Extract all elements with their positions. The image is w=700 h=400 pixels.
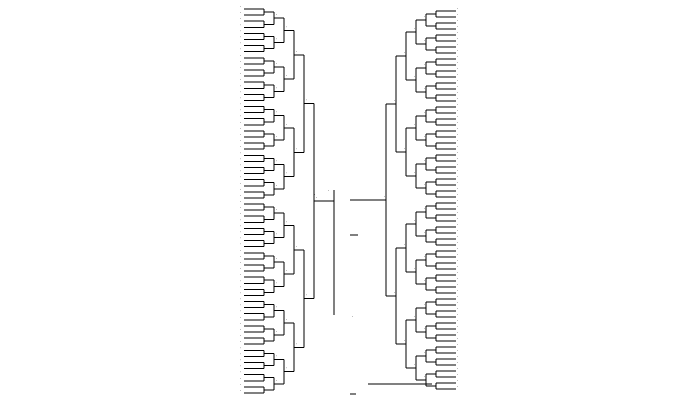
right-round-label: · — [414, 122, 416, 127]
left-leaf-label: · — [240, 339, 242, 345]
left-leaf-label: · — [240, 357, 242, 363]
right-leaf-label: · — [457, 138, 459, 143]
left-leaf-label: · — [240, 107, 242, 113]
right-round-label: · — [394, 290, 396, 295]
left-leaf-label: · — [240, 34, 242, 40]
right-leaf-label: · — [457, 324, 459, 329]
right-leaf-label: · — [457, 132, 459, 137]
left-leaf-label: · — [240, 211, 242, 217]
right-leaf-label: · — [457, 330, 459, 335]
right-leaf-label: · — [457, 222, 459, 227]
left-leaf-label: · — [240, 162, 242, 168]
left-round-label: · — [306, 97, 308, 103]
right-leaf-label: · — [457, 96, 459, 101]
left-round-label: · — [276, 109, 278, 115]
left-leaf-label: · — [240, 4, 242, 10]
right-leaf-label: · — [457, 60, 459, 65]
left-leaf-label: · — [240, 229, 242, 235]
right-leaf-label: · — [457, 198, 459, 203]
left-leaf-label: · — [240, 89, 242, 95]
left-leaf-label: · — [240, 119, 242, 125]
left-round-label: · — [276, 304, 278, 310]
left-leaf-label: · — [240, 278, 242, 284]
left-leaf-label: · — [240, 95, 242, 101]
left-leaf-label: · — [240, 363, 242, 369]
left-leaf-label: · — [240, 150, 242, 156]
left-leaf-label: · — [240, 217, 242, 223]
left-leaf-label: · — [240, 369, 242, 375]
left-leaf-label: · — [240, 241, 242, 247]
left-leaf-label: · — [240, 144, 242, 150]
left-leaf-label: · — [240, 253, 242, 259]
right-round-label: · — [414, 362, 416, 367]
right-round-label: · — [424, 374, 426, 379]
right-leaf-label: · — [457, 84, 459, 89]
right-leaf-label: · — [457, 312, 459, 317]
right-leaf-label: · — [457, 348, 459, 353]
left-round-label: · — [276, 231, 278, 237]
left-round-label: · — [286, 170, 288, 176]
center-label: · — [328, 188, 330, 193]
right-leaf-label: · — [457, 30, 459, 35]
left-leaf-label: · — [240, 284, 242, 290]
right-round-label: · — [424, 278, 426, 283]
right-round-label: · — [424, 110, 426, 115]
left-round-label: · — [296, 341, 298, 347]
right-leaf-label: · — [457, 318, 459, 323]
right-leaf-label: · — [457, 144, 459, 149]
right-leaf-label: · — [457, 42, 459, 47]
left-round-label: · — [276, 60, 278, 66]
left-leaf-label: · — [240, 320, 242, 326]
right-leaf-label: · — [457, 54, 459, 59]
right-leaf-label: · — [457, 126, 459, 131]
right-round-label: · — [424, 62, 426, 67]
right-round-label: · — [424, 182, 426, 187]
right-round-label: · — [414, 314, 416, 319]
right-round-label: · — [424, 326, 426, 331]
left-round-label: · — [316, 195, 318, 200]
right-leaf-label: · — [457, 150, 459, 155]
right-round-label: · — [414, 266, 416, 271]
right-leaf-label: · — [457, 120, 459, 125]
left-leaf-label: · — [240, 46, 242, 52]
left-leaf-label: · — [240, 125, 242, 131]
left-leaf-label: · — [240, 186, 242, 192]
right-round-label: · — [404, 50, 406, 55]
left-leaf-label: · — [240, 327, 242, 333]
right-leaf-label: · — [457, 162, 459, 167]
left-round-label: · — [286, 365, 288, 371]
left-leaf-label: · — [240, 223, 242, 229]
left-round-label: · — [276, 134, 278, 140]
right-round-label: · — [384, 194, 386, 199]
left-leaf-label: · — [240, 77, 242, 83]
right-round-label: · — [424, 206, 426, 211]
left-round-label: · — [276, 36, 278, 42]
left-leaf-label: · — [240, 333, 242, 339]
right-leaf-label: · — [457, 72, 459, 77]
right-leaf-label: · — [457, 186, 459, 191]
right-round-label: · — [424, 134, 426, 139]
right-leaf-label: · — [457, 294, 459, 299]
right-leaf-label: · — [457, 66, 459, 71]
right-leaf-label: · — [457, 180, 459, 185]
right-leaf-label: · — [457, 378, 459, 383]
right-round-label: · — [424, 230, 426, 235]
left-leaf-label: · — [240, 168, 242, 174]
left-leaf-label: · — [240, 132, 242, 138]
right-round-label: · — [414, 218, 416, 223]
right-round-label: · — [424, 350, 426, 355]
left-leaf-label: · — [240, 83, 242, 89]
right-leaf-label: · — [457, 174, 459, 179]
left-leaf-label: · — [240, 22, 242, 28]
left-leaf-label: · — [240, 308, 242, 314]
left-leaf-label: · — [240, 199, 242, 205]
left-leaf-label: · — [240, 71, 242, 77]
left-leaf-label: · — [240, 64, 242, 70]
left-leaf-label: · — [240, 10, 242, 16]
left-leaf-label: · — [240, 40, 242, 46]
right-leaf-label: · — [457, 24, 459, 29]
left-leaf-label: · — [240, 16, 242, 22]
left-leaf-label: · — [240, 180, 242, 186]
right-leaf-label: · — [457, 216, 459, 221]
right-leaf-label: · — [457, 240, 459, 245]
right-leaf-label: · — [457, 354, 459, 359]
left-leaf-label: · — [240, 302, 242, 308]
left-round-label: · — [276, 12, 278, 18]
right-round-label: · — [424, 38, 426, 43]
left-round-label: · — [276, 158, 278, 164]
left-leaf-label: · — [240, 52, 242, 58]
left-round-label: · — [276, 280, 278, 286]
right-round-label: · — [404, 146, 406, 151]
right-leaf-label: · — [457, 156, 459, 161]
right-leaf-label: · — [457, 18, 459, 23]
right-leaf-label: · — [457, 366, 459, 371]
left-leaf-label: · — [240, 381, 242, 387]
left-leaf-label: · — [240, 290, 242, 296]
right-leaf-label: · — [457, 36, 459, 41]
left-leaf-label: · — [240, 174, 242, 180]
left-round-label: · — [296, 243, 298, 249]
right-leaf-label: · — [457, 342, 459, 347]
right-leaf-label: · — [457, 12, 459, 17]
center-label: · — [352, 314, 354, 319]
right-leaf-label: · — [457, 6, 459, 11]
left-round-label: · — [276, 85, 278, 91]
right-round-label: · — [424, 86, 426, 91]
right-leaf-label: · — [457, 108, 459, 113]
right-round-label: · — [414, 74, 416, 79]
right-round-label: · — [424, 302, 426, 307]
right-round-label: · — [414, 26, 416, 31]
left-round-label: · — [276, 255, 278, 261]
left-round-label: · — [286, 121, 288, 127]
right-leaf-label: · — [457, 246, 459, 251]
left-leaf-label: · — [240, 58, 242, 64]
right-leaf-label: · — [457, 78, 459, 83]
left-leaf-label: · — [240, 345, 242, 351]
left-round-label: · — [296, 146, 298, 152]
right-leaf-label: · — [457, 300, 459, 305]
left-round-label: · — [296, 48, 298, 54]
right-leaf-label: · — [457, 306, 459, 311]
right-leaf-label: · — [457, 360, 459, 365]
left-leaf-label: · — [240, 28, 242, 34]
left-round-label: · — [286, 73, 288, 79]
right-leaf-label: · — [457, 48, 459, 53]
left-round-label: · — [286, 219, 288, 225]
left-leaf-label: · — [240, 351, 242, 357]
right-leaf-label: · — [457, 114, 459, 119]
left-leaf-label: · — [240, 314, 242, 320]
left-bracket-tree — [244, 9, 314, 393]
right-round-label: · — [394, 98, 396, 103]
left-leaf-label: · — [240, 387, 242, 393]
right-leaf-label: · — [457, 90, 459, 95]
right-leaf-label: · — [457, 276, 459, 281]
right-leaf-label: · — [457, 168, 459, 173]
center-label: · — [314, 192, 316, 197]
right-leaf-label: · — [457, 264, 459, 269]
right-leaf-label: · — [457, 252, 459, 257]
right-round-label: · — [404, 338, 406, 343]
left-leaf-label: · — [240, 375, 242, 381]
left-leaf-label: · — [240, 266, 242, 272]
left-leaf-label: · — [240, 235, 242, 241]
right-leaf-label: · — [457, 282, 459, 287]
left-round-label: · — [276, 353, 278, 359]
left-round-label: · — [286, 268, 288, 274]
left-round-label: · — [286, 316, 288, 322]
left-leaf-label: · — [240, 259, 242, 265]
right-leaf-label: · — [457, 258, 459, 263]
left-leaf-label: · — [240, 101, 242, 107]
left-leaf-label: · — [240, 192, 242, 198]
right-leaf-label: · — [457, 288, 459, 293]
left-round-label: · — [276, 377, 278, 383]
left-leaf-label: · — [240, 272, 242, 278]
right-round-label: · — [414, 170, 416, 175]
left-leaf-label: · — [240, 296, 242, 302]
right-leaf-label: · — [457, 102, 459, 107]
right-round-label: · — [424, 254, 426, 259]
right-leaf-label: · — [457, 192, 459, 197]
right-leaf-label: · — [457, 204, 459, 209]
right-round-label: · — [424, 158, 426, 163]
right-leaf-label: · — [457, 210, 459, 215]
right-round-label: · — [404, 242, 406, 247]
right-leaf-label: · — [457, 384, 459, 389]
right-leaf-label: · — [457, 234, 459, 239]
left-round-label: · — [276, 207, 278, 213]
right-round-label: · — [424, 14, 426, 19]
right-bracket-tree — [386, 11, 459, 389]
left-round-label: · — [276, 329, 278, 335]
left-leaf-label: · — [240, 205, 242, 211]
left-round-label: · — [276, 182, 278, 188]
left-leaf-label: · — [240, 113, 242, 119]
left-round-label: · — [306, 292, 308, 298]
left-leaf-label: · — [240, 138, 242, 144]
right-leaf-label: · — [457, 372, 459, 377]
right-leaf-label: · — [457, 228, 459, 233]
right-leaf-label: · — [457, 336, 459, 341]
right-leaf-label: · — [457, 270, 459, 275]
left-round-label: · — [286, 24, 288, 30]
left-leaf-label: · — [240, 247, 242, 253]
left-leaf-label: · — [240, 156, 242, 162]
